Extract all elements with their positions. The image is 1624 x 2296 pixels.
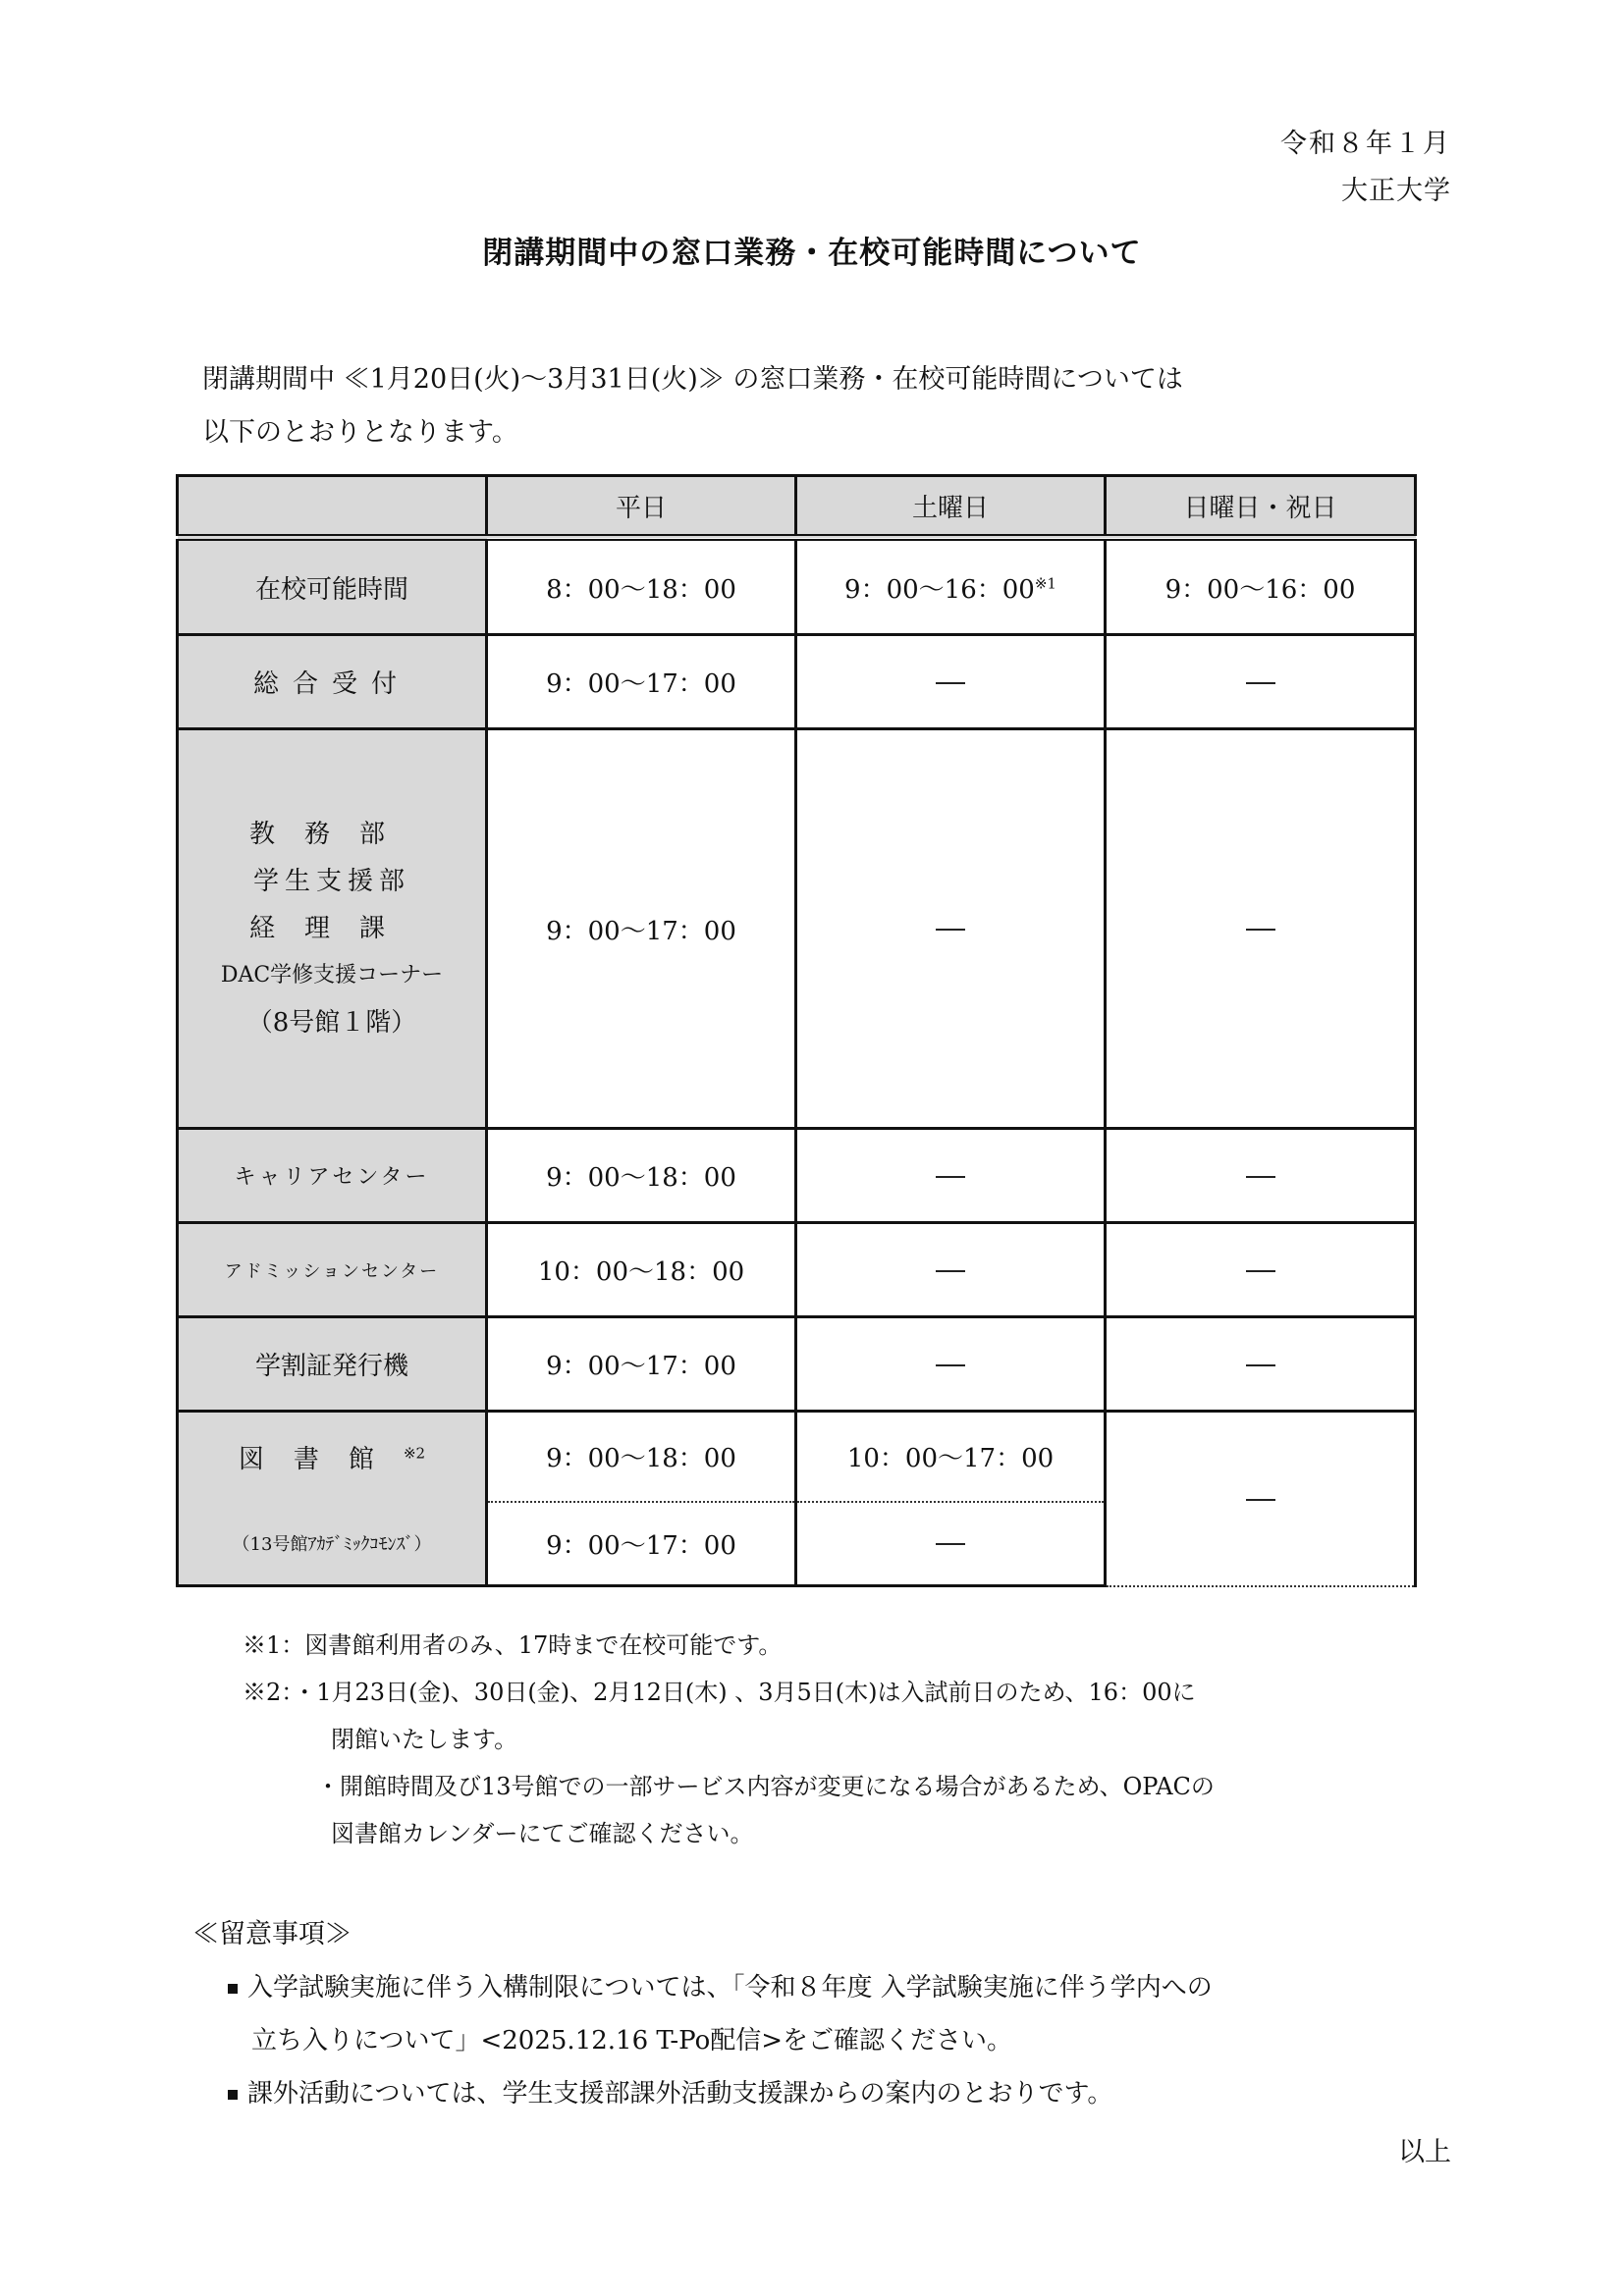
weekday-hours: 9：00～17：00 <box>487 1317 796 1412</box>
row-label: 図書館 <box>238 1444 404 1474</box>
weekday-hours: 9：00～17：00 <box>487 729 796 1129</box>
notes-item-1-line-1: 入学試験実施に伴う入構制限については、「令和８年度 入学試験実施に伴う学内への <box>247 1973 1213 2002</box>
schedule-table <box>176 474 1417 1587</box>
footnote-2-line-2: 閉館いたします。 <box>331 1726 518 1753</box>
bullet-square-icon <box>228 2090 238 2100</box>
footnote-1: ※1：図書館利用者のみ、17時まで在校可能です。 <box>243 1631 783 1659</box>
intro-line-1: 閉講期間中 ≪1月20日(火)～3月31日(火)≫ の窓口業務・在校可能時間については <box>202 364 1183 395</box>
dash-mark <box>936 929 965 931</box>
table-row <box>178 538 1416 635</box>
table-row <box>178 1129 1416 1223</box>
saturday-hours: 9：00～16：00 <box>844 574 1035 605</box>
dept-gakusei: 学生支援部 <box>252 867 410 896</box>
dash-mark <box>1246 1499 1275 1501</box>
dash-mark <box>936 1270 965 1272</box>
weekday-hours: 9：00～18：00 <box>487 1412 796 1502</box>
saturday-cell <box>796 1502 1106 1586</box>
footnote-ref: ※2 <box>403 1444 426 1463</box>
saturday-cell <box>796 1317 1106 1412</box>
saturday-cell <box>796 1129 1106 1223</box>
document-date: 令和８年１月 <box>1280 129 1451 159</box>
dash-mark <box>1246 682 1275 684</box>
header-saturday: 土曜日 <box>796 476 1106 538</box>
sunday-cell <box>1106 729 1416 1129</box>
sunday-cell <box>1106 1223 1416 1317</box>
sunday-hours: 9：00～16：00 <box>1106 538 1416 635</box>
table-row <box>178 1223 1416 1317</box>
dash-mark <box>1246 1176 1275 1178</box>
sunday-cell <box>1106 635 1416 729</box>
sunday-cell <box>1106 1129 1416 1223</box>
notes-item-2-text: 課外活動については、学生支援部課外活動支援課からの案内のとおりです。 <box>247 2079 1113 2109</box>
dept-dac: DAC学修支援コーナー <box>220 963 444 988</box>
header-corner <box>178 476 487 538</box>
footnote-2-line-4: 図書館カレンダーにてご確認ください。 <box>331 1820 754 1847</box>
row-label: 在校可能時間 <box>178 538 487 635</box>
weekday-hours: 9：00～17：00 <box>487 1502 796 1586</box>
weekday-hours: 10：00～18：00 <box>487 1223 796 1317</box>
row-label: キャリアセンター <box>178 1129 487 1223</box>
notes-item-1 <box>228 1967 1213 2003</box>
saturday-hours: 10：00～17：00 <box>796 1412 1106 1502</box>
sunday-cell <box>1106 1317 1416 1412</box>
row-label-cell <box>178 1412 487 1502</box>
weekday-hours: 9：00～18：00 <box>487 1129 796 1223</box>
saturday-cell <box>796 729 1106 1129</box>
footnote-2-line-1: ※2：・1月23日(金)、30日(金)、2月12日(木) 、3月5日(木)は入試前日のため、16：00に <box>243 1679 1196 1706</box>
notes-heading: ≪留意事項≫ <box>192 1919 352 1949</box>
dept-location: （8号館１階） <box>246 1008 417 1038</box>
table-row-library <box>178 1412 1416 1502</box>
organization-name: 大正大学 <box>1341 176 1451 206</box>
header-sunday-holiday: 日曜日・祝日 <box>1106 476 1416 538</box>
footnote-2-line-3: ・開館時間及び13号館での一部サービス内容が変更になる場合があるため、OPACの <box>316 1773 1215 1800</box>
header-weekday: 平日 <box>487 476 796 538</box>
row-label: 学割証発行機 <box>178 1317 487 1412</box>
dash-mark <box>936 682 965 684</box>
saturday-cell <box>796 1223 1106 1317</box>
notes-item-2 <box>228 2073 1112 2109</box>
row-label-cell <box>178 635 487 729</box>
dash-mark <box>936 1176 965 1178</box>
table-header-row <box>178 476 1416 538</box>
dept-keiri: 経理課 <box>248 914 414 943</box>
intro-line-2: 以下のとおりとなります。 <box>202 417 518 448</box>
closing-text: 以上 <box>1398 2137 1451 2167</box>
weekday-hours: 9：00～17：00 <box>487 635 796 729</box>
row-label: 総合受付 <box>252 669 410 699</box>
dash-mark <box>1246 929 1275 931</box>
row-label: アドミッションセンター <box>178 1223 487 1317</box>
dash-mark <box>936 1364 965 1366</box>
table-row <box>178 729 1416 1129</box>
bullet-square-icon <box>228 1984 238 1994</box>
table-row <box>178 635 1416 729</box>
notes-item-1-line-2: 立ち入りについて」<2025.12.16 T-Po配信>をご確認ください。 <box>251 2026 1013 2056</box>
saturday-cell <box>796 635 1106 729</box>
row-label: （13号館ｱｶﾃﾞﾐｯｸｺﾓﾝｽﾞ） <box>178 1502 487 1586</box>
dept-kyomu: 教務部 <box>248 820 414 849</box>
row-label-cell <box>178 729 487 1129</box>
table-row <box>178 1317 1416 1412</box>
document-title: 閉講期間中の窓口業務・在校可能時間について <box>482 236 1142 271</box>
weekday-hours: 8：00～18：00 <box>487 538 796 635</box>
saturday-hours-cell <box>796 538 1106 635</box>
dash-mark <box>1246 1270 1275 1272</box>
footnote-ref: ※1 <box>1034 573 1056 592</box>
dash-mark <box>936 1543 965 1545</box>
sunday-cell <box>1106 1412 1416 1586</box>
dash-mark <box>1246 1364 1275 1366</box>
